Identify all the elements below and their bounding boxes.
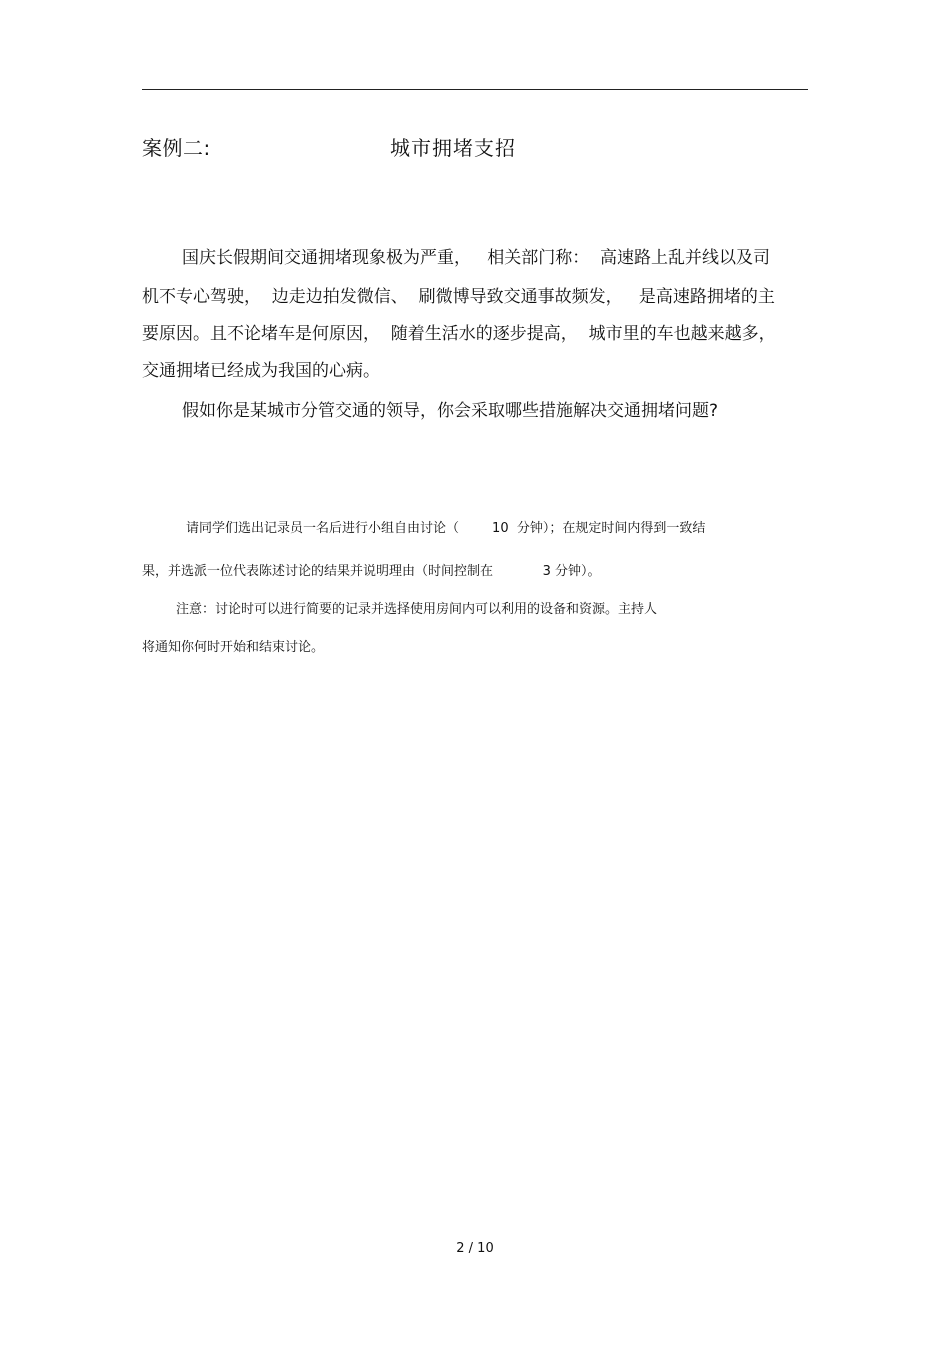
question-line: 假如你是某城市分管交通的领导，你会采取哪些措施解决交通拥堵问题? xyxy=(182,401,719,421)
page-number: 2 / 10 xyxy=(456,1241,494,1256)
paragraph-line-1: 国庆长假期间交通拥堵现象极为严重， 相关部门称： 高速路上乱并线以及司 xyxy=(182,248,771,268)
case-title: 城市拥堵支招 xyxy=(390,136,516,160)
header-rule xyxy=(142,89,808,90)
case-label: 案例二: xyxy=(142,136,211,160)
instruction-line-1: 请同学们选出记录员一名后进行小组自由讨论（ 10 分钟）；在规定时间内得到一致结 xyxy=(186,521,706,536)
note-line-2: 将通知你何时开始和结束讨论。 xyxy=(142,640,325,655)
note-line-1: 注意：讨论时可以进行简要的记录并选择使用房间内可以利用的设备和资源。主持人 xyxy=(176,602,658,617)
paragraph-line-4: 交通拥堵已经成为我国的心病。 xyxy=(142,361,380,381)
instruction-line-2: 果，并选派一位代表陈述讨论的结果并说明理由（时间控制在 3 分钟）。 xyxy=(142,564,601,579)
paragraph-line-3: 要原因。且不论堵车是何原因， 随着生活水的逐步提高， 城市里的车也越来越多， xyxy=(142,324,776,344)
paragraph-line-2: 机不专心驾驶， 边走边拍发微信、 刷微博导致交通事故频发， 是高速路拥堵的主 xyxy=(142,287,775,307)
case-heading xyxy=(142,133,808,163)
